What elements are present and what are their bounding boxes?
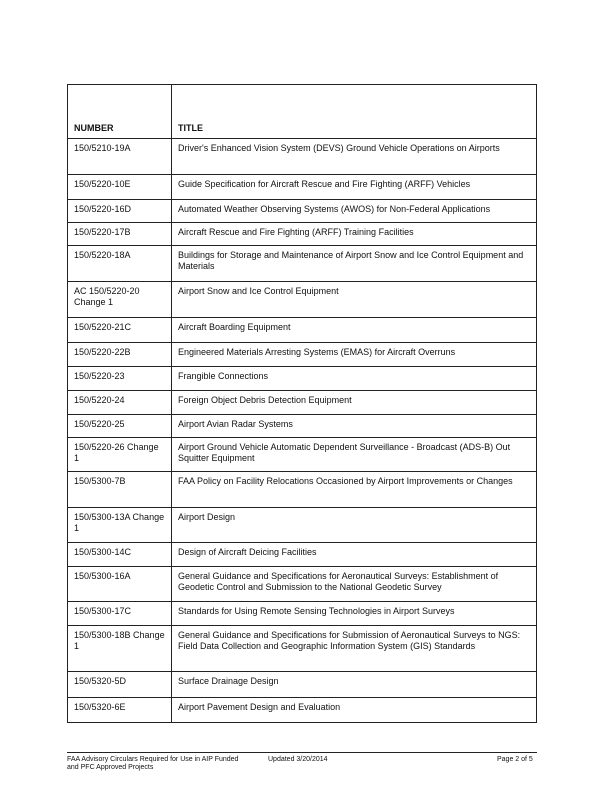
row-title: Airport Snow and Ice Control Equipment — [172, 282, 537, 318]
row-number: 150/5220-26 Change 1 — [68, 438, 172, 472]
row-number: 150/5320-6E — [68, 698, 172, 723]
row-title: Foreign Object Debris Detection Equipment — [172, 391, 537, 415]
table-row — [68, 246, 537, 282]
table-row — [68, 367, 537, 391]
row-title: Design of Aircraft Deicing Facilities — [172, 543, 537, 567]
row-number: 150/5220-22B — [68, 343, 172, 367]
footer-page-number: Page 2 of 5 — [497, 756, 533, 763]
row-number: 150/5300-7B — [68, 472, 172, 508]
table-header-row — [68, 85, 537, 139]
table-row — [68, 543, 537, 567]
table-row — [68, 602, 537, 626]
row-title: Buildings for Storage and Maintenance of Airport Snow and Ice Control Equipment and Materials — [172, 246, 537, 282]
row-title: Airport Ground Vehicle Automatic Dependent Surveillance - Broadcast (ADS-B) Out Squitter Equipment — [172, 438, 537, 472]
table-row — [68, 200, 537, 223]
row-title: Standards for Using Remote Sensing Technologies in Airport Surveys — [172, 602, 537, 626]
table-row — [68, 318, 537, 343]
row-title: General Guidance and Specifications for Submission of Aeronautical Surveys to NGS: Field Data Collection and Geographic Information System (GIS) Standards — [172, 626, 537, 672]
table-row — [68, 139, 537, 175]
row-number: 150/5300-14C — [68, 543, 172, 567]
row-number: 150/5300-13A Change 1 — [68, 508, 172, 543]
table-row — [68, 343, 537, 367]
table-row — [68, 698, 537, 723]
row-title: Automated Weather Observing Systems (AWOS) for Non-Federal Applications — [172, 200, 537, 223]
table-row — [68, 391, 537, 415]
row-number: 150/5210-19A — [68, 139, 172, 175]
footer-date: Updated 3/20/2014 — [268, 756, 328, 763]
row-number: 150/5220-10E — [68, 175, 172, 200]
table-row — [68, 438, 537, 472]
row-number: 150/5300-18B Change 1 — [68, 626, 172, 672]
advisory-circulars-table — [67, 84, 537, 723]
row-number: 150/5300-16A — [68, 567, 172, 602]
row-title: Airport Avian Radar Systems — [172, 415, 537, 438]
row-title: Airport Design — [172, 508, 537, 543]
row-title: FAA Policy on Facility Relocations Occasioned by Airport Improvements or Changes — [172, 472, 537, 508]
row-title: Engineered Materials Arresting Systems (EMAS) for Aircraft Overruns — [172, 343, 537, 367]
table-row — [68, 175, 537, 200]
row-number: 150/5220-18A — [68, 246, 172, 282]
row-title: Guide Specification for Aircraft Rescue and Fire Fighting (ARFF) Vehicles — [172, 175, 537, 200]
table-row — [68, 672, 537, 698]
row-title: Frangible Connections — [172, 367, 537, 391]
table-row — [68, 508, 537, 543]
row-number: 150/5220-24 — [68, 391, 172, 415]
row-title: Aircraft Boarding Equipment — [172, 318, 537, 343]
footer-left: FAA Advisory Circulars Required for Use in AIP Funded and PFC Approved Projects — [67, 756, 239, 771]
row-number: 150/5220-21C — [68, 318, 172, 343]
table-row — [68, 472, 537, 508]
row-title: Airport Pavement Design and Evaluation — [172, 698, 537, 723]
table-row — [68, 626, 537, 672]
table-row — [68, 223, 537, 246]
table-row — [68, 415, 537, 438]
row-number: 150/5220-16D — [68, 200, 172, 223]
row-number: 150/5320-5D — [68, 672, 172, 698]
row-number: AC 150/5220-20 Change 1 — [68, 282, 172, 318]
row-number: 150/5300-17C — [68, 602, 172, 626]
row-title: Driver's Enhanced Vision System (DEVS) Ground Vehicle Operations on Airports — [172, 139, 537, 175]
row-title: General Guidance and Specifications for Aeronautical Surveys: Establishment of Geodetic Control and Submission to the National Geodetic Survey — [172, 567, 537, 602]
row-number: 150/5220-25 — [68, 415, 172, 438]
row-number: 150/5220-23 — [68, 367, 172, 391]
header-title: TITLE — [172, 85, 537, 139]
row-title: Aircraft Rescue and Fire Fighting (ARFF) Training Facilities — [172, 223, 537, 246]
footer-divider — [67, 752, 537, 753]
table-row — [68, 282, 537, 318]
row-number: 150/5220-17B — [68, 223, 172, 246]
row-title: Surface Drainage Design — [172, 672, 537, 698]
table-row — [68, 567, 537, 602]
header-number: NUMBER — [68, 85, 172, 139]
